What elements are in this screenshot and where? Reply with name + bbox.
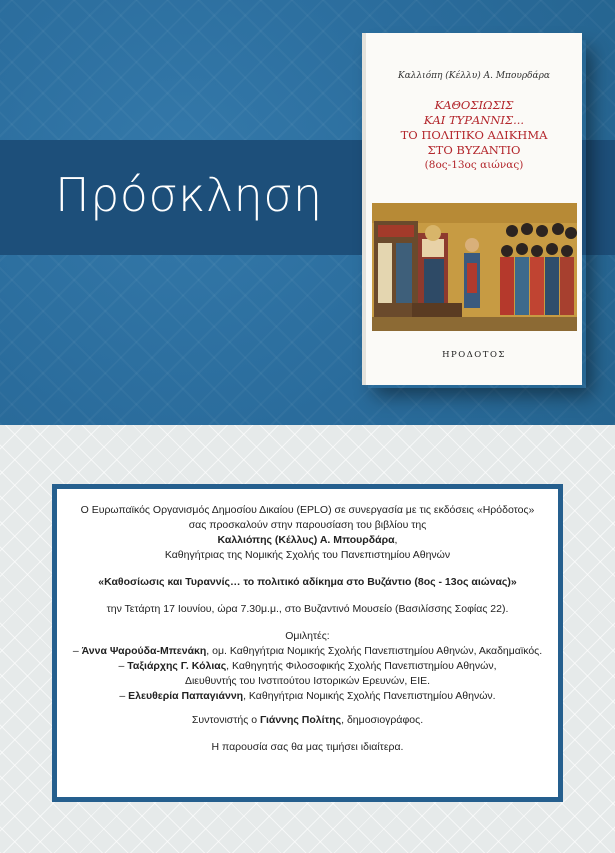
book-title-line: ΚΑΙ ΤΥΡΑΝΝΙΣ...: [423, 113, 525, 127]
invitation-book-title: «Καθοσίωσις και Τυραννίς… το πολιτικό αδίκημα στο Βυζάντιο (8ος - 13ος αιώνας)»: [98, 576, 517, 588]
intro-line: Ο Ευρωπαϊκός Οργανισμός Δημοσίου Δικαίου (EPLO) σε συνεργασία με τις εκδόσεις «Ηρόδοτος»: [80, 504, 535, 516]
book-publisher: ΗΡΟΔΟΤΟΣ: [442, 350, 506, 360]
intro-line: σας προσκαλούν στην παρουσίαση του βιβλίου της: [188, 519, 427, 531]
author-name-suffix: ,: [394, 534, 398, 546]
page-title: Πρόσκληση: [55, 168, 323, 222]
moderator-suffix: , δημοσιογράφος.: [341, 714, 424, 726]
speaker-name: Ταξιάρχης Γ. Κόλιας: [127, 660, 227, 672]
speaker-title: , Καθηγητής Φιλοσοφικής Σχολής Πανεπιστημίου Αθηνών,: [226, 660, 497, 672]
speaker-line: [57, 659, 558, 674]
author-name: Καλλιόπης (Κέλλυς) Α. Μπουρδάρα: [217, 534, 395, 546]
book-title-line: ΤΟ ΠΟΛΙΤΙΚΟ ΑΔΙΚΗΜΑ: [400, 128, 548, 142]
speaker-line-continued: Διευθυντής του Ινστιτούτου Ιστορικών Ερευνών, ΕΙΕ.: [184, 675, 431, 687]
moderator-prefix: Συντονιστής ο: [191, 714, 260, 726]
speaker-title: , Καθηγήτρια Νομικής Σχολής Πανεπιστημίου Αθηνών.: [243, 690, 496, 702]
moderator-line: [57, 713, 558, 728]
speakers-label: Ομιλητές:: [285, 630, 330, 642]
book-author: Καλλιόπη (Κέλλυ) Α. Μπουρδάρα: [397, 71, 551, 81]
speaker-dash: –: [72, 645, 82, 657]
speaker-line: [57, 689, 558, 704]
book-title-line: [57, 575, 558, 590]
book-subtitle: (8ος-13ος αιώνας): [424, 159, 524, 171]
author-line: [57, 533, 558, 548]
speaker-dash: –: [119, 690, 129, 702]
invitation-frame: [52, 484, 563, 802]
speaker-line: [57, 644, 558, 659]
moderator-name: Γιάννης Πολίτης: [259, 714, 342, 726]
speaker-name: Ελευθερία Παπαγιάννη: [128, 690, 244, 702]
event-details: την Τετάρτη 17 Ιουνίου, ώρα 7.30μ.μ., στο Βυζαντινό Μουσείο (Βασιλίσσης Σοφίας 22).: [106, 603, 509, 615]
invitation-card: [57, 489, 558, 797]
speaker-title: , ομ. Καθηγήτρια Νομικής Σχολής Πανεπιστημίου Αθηνών, Ακαδημαϊκός.: [206, 645, 543, 657]
author-role: Καθηγήτριας της Νομικής Σχολής του Πανεπιστημίου Αθηνών: [164, 549, 451, 561]
book-cover: [362, 33, 582, 385]
book-title: [366, 98, 582, 173]
book-title-line: ΣΤΟ ΒΥΖΑΝΤΙΟ: [427, 143, 521, 157]
byzantine-miniature-image: [372, 203, 577, 331]
speaker-dash: –: [118, 660, 128, 672]
closing-line: Η παρουσία σας θα μας τιμήσει ιδιαίτερα.: [211, 741, 404, 753]
speaker-name: Άννα Ψαρούδα-Μπενάκη: [81, 645, 207, 657]
book-title-line: ΚΑΘΟΣΙΩΣΙΣ: [434, 98, 514, 112]
